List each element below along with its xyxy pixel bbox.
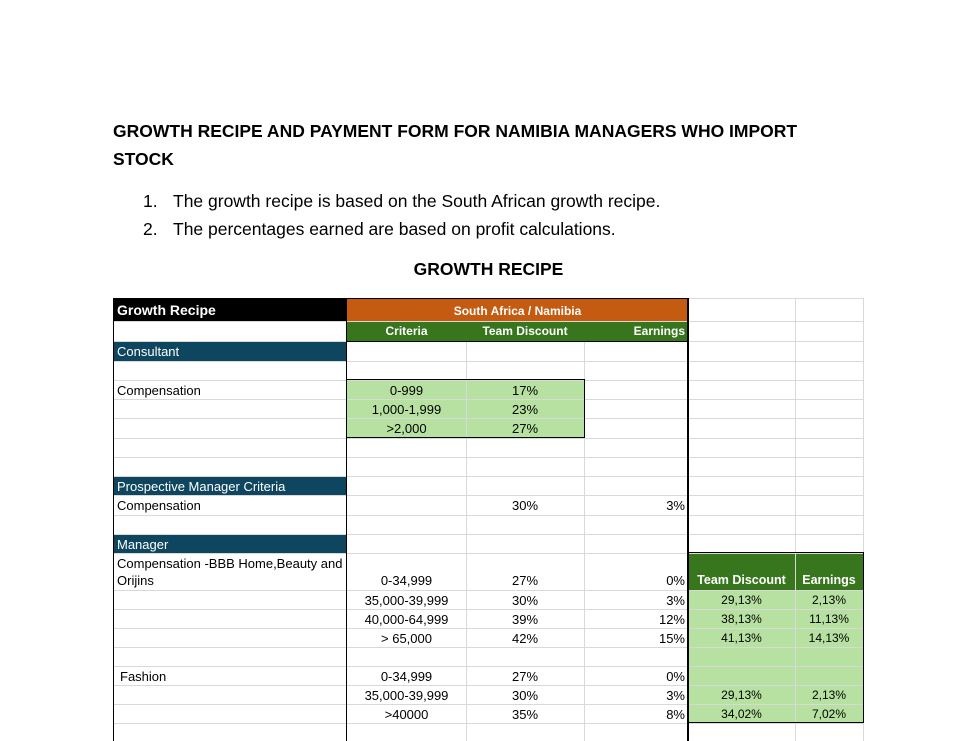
document-heading: GROWTH RECIPE AND PAYMENT FORM FOR NAMIBIA MANAGERS WHO IMPORT STOCK: [113, 121, 798, 169]
namibia-discount: 29,13%: [721, 593, 762, 607]
namibia-earnings: 7,02%: [811, 707, 847, 721]
prospective-label: Compensation: [117, 498, 201, 513]
fashion-label: Fashion: [120, 669, 167, 684]
consultant-label: Compensation: [117, 383, 201, 398]
manager-earnings: 0%: [666, 573, 685, 588]
manager-earnings: 12%: [658, 612, 685, 627]
manager-criteria: 40,000-64,999: [364, 612, 449, 627]
fashion-criteria: 0-34,999: [380, 669, 433, 684]
manager-earnings: 15%: [658, 631, 685, 646]
fashion-criteria: 35,000-39,999: [364, 688, 449, 703]
fashion-earnings: 8%: [666, 707, 685, 722]
namibia-discount: 34,02%: [721, 707, 762, 721]
manager-criteria: 0-34,999: [380, 573, 433, 588]
consultant-discount: 23%: [511, 402, 539, 417]
fashion-earnings: 3%: [666, 688, 685, 703]
namibia-earnings: 2,13%: [811, 688, 847, 702]
list-number: 1.: [143, 191, 158, 211]
col-team-discount: Team Discount: [482, 324, 568, 338]
fashion-discount: 35%: [511, 707, 539, 722]
list-text: The percentages earned are based on profit calculations.: [173, 219, 616, 239]
fashion-earnings: 0%: [666, 669, 685, 684]
namibia-discount: 29,13%: [721, 688, 762, 702]
col-criteria: Criteria: [385, 324, 428, 338]
prospective-earnings: 3%: [666, 498, 685, 513]
section-manager: Manager: [117, 537, 169, 552]
namibia-discount: 38,13%: [721, 612, 762, 626]
manager-label: Compensation -BBB Home,Beauty and Orijins: [117, 556, 343, 588]
manager-discount: 42%: [511, 631, 539, 646]
fashion-discount: 30%: [511, 688, 539, 703]
fashion-discount: 27%: [511, 669, 539, 684]
section-subheading: GROWTH RECIPE: [413, 259, 564, 279]
namibia-earnings: 14,13%: [808, 631, 850, 645]
sheet-title: Growth Recipe: [117, 302, 216, 318]
namibia-earnings: 2,13%: [811, 593, 847, 607]
consultant-discount: 27%: [511, 421, 539, 436]
namibia-earnings-header: Earnings: [802, 573, 856, 587]
manager-discount: 30%: [511, 593, 539, 608]
consultant-discount: 17%: [511, 383, 539, 398]
fashion-criteria: >40000: [384, 707, 429, 722]
list-number: 2.: [143, 219, 158, 239]
region-header: South Africa / Namibia: [453, 304, 582, 318]
section-prospective: Prospective Manager Criteria: [117, 479, 286, 494]
consultant-criteria: >2,000: [386, 421, 427, 436]
namibia-earnings: 11,13%: [809, 612, 849, 626]
manager-criteria: > 65,000: [381, 631, 432, 646]
list-text: The growth recipe is based on the South African growth recipe.: [173, 191, 661, 211]
manager-criteria: 35,000-39,999: [364, 593, 449, 608]
section-consultant: Consultant: [117, 344, 180, 359]
consultant-criteria: 1,000-1,999: [371, 402, 442, 417]
namibia-team-discount-header: Team Discount: [697, 573, 786, 587]
manager-earnings: 3%: [666, 593, 685, 608]
manager-discount: 27%: [511, 573, 539, 588]
col-earnings: Earnings: [633, 324, 685, 338]
consultant-criteria: 0-999: [389, 383, 424, 398]
manager-discount: 39%: [511, 612, 539, 627]
prospective-discount: 30%: [511, 498, 539, 513]
namibia-discount: 41,13%: [721, 631, 762, 645]
